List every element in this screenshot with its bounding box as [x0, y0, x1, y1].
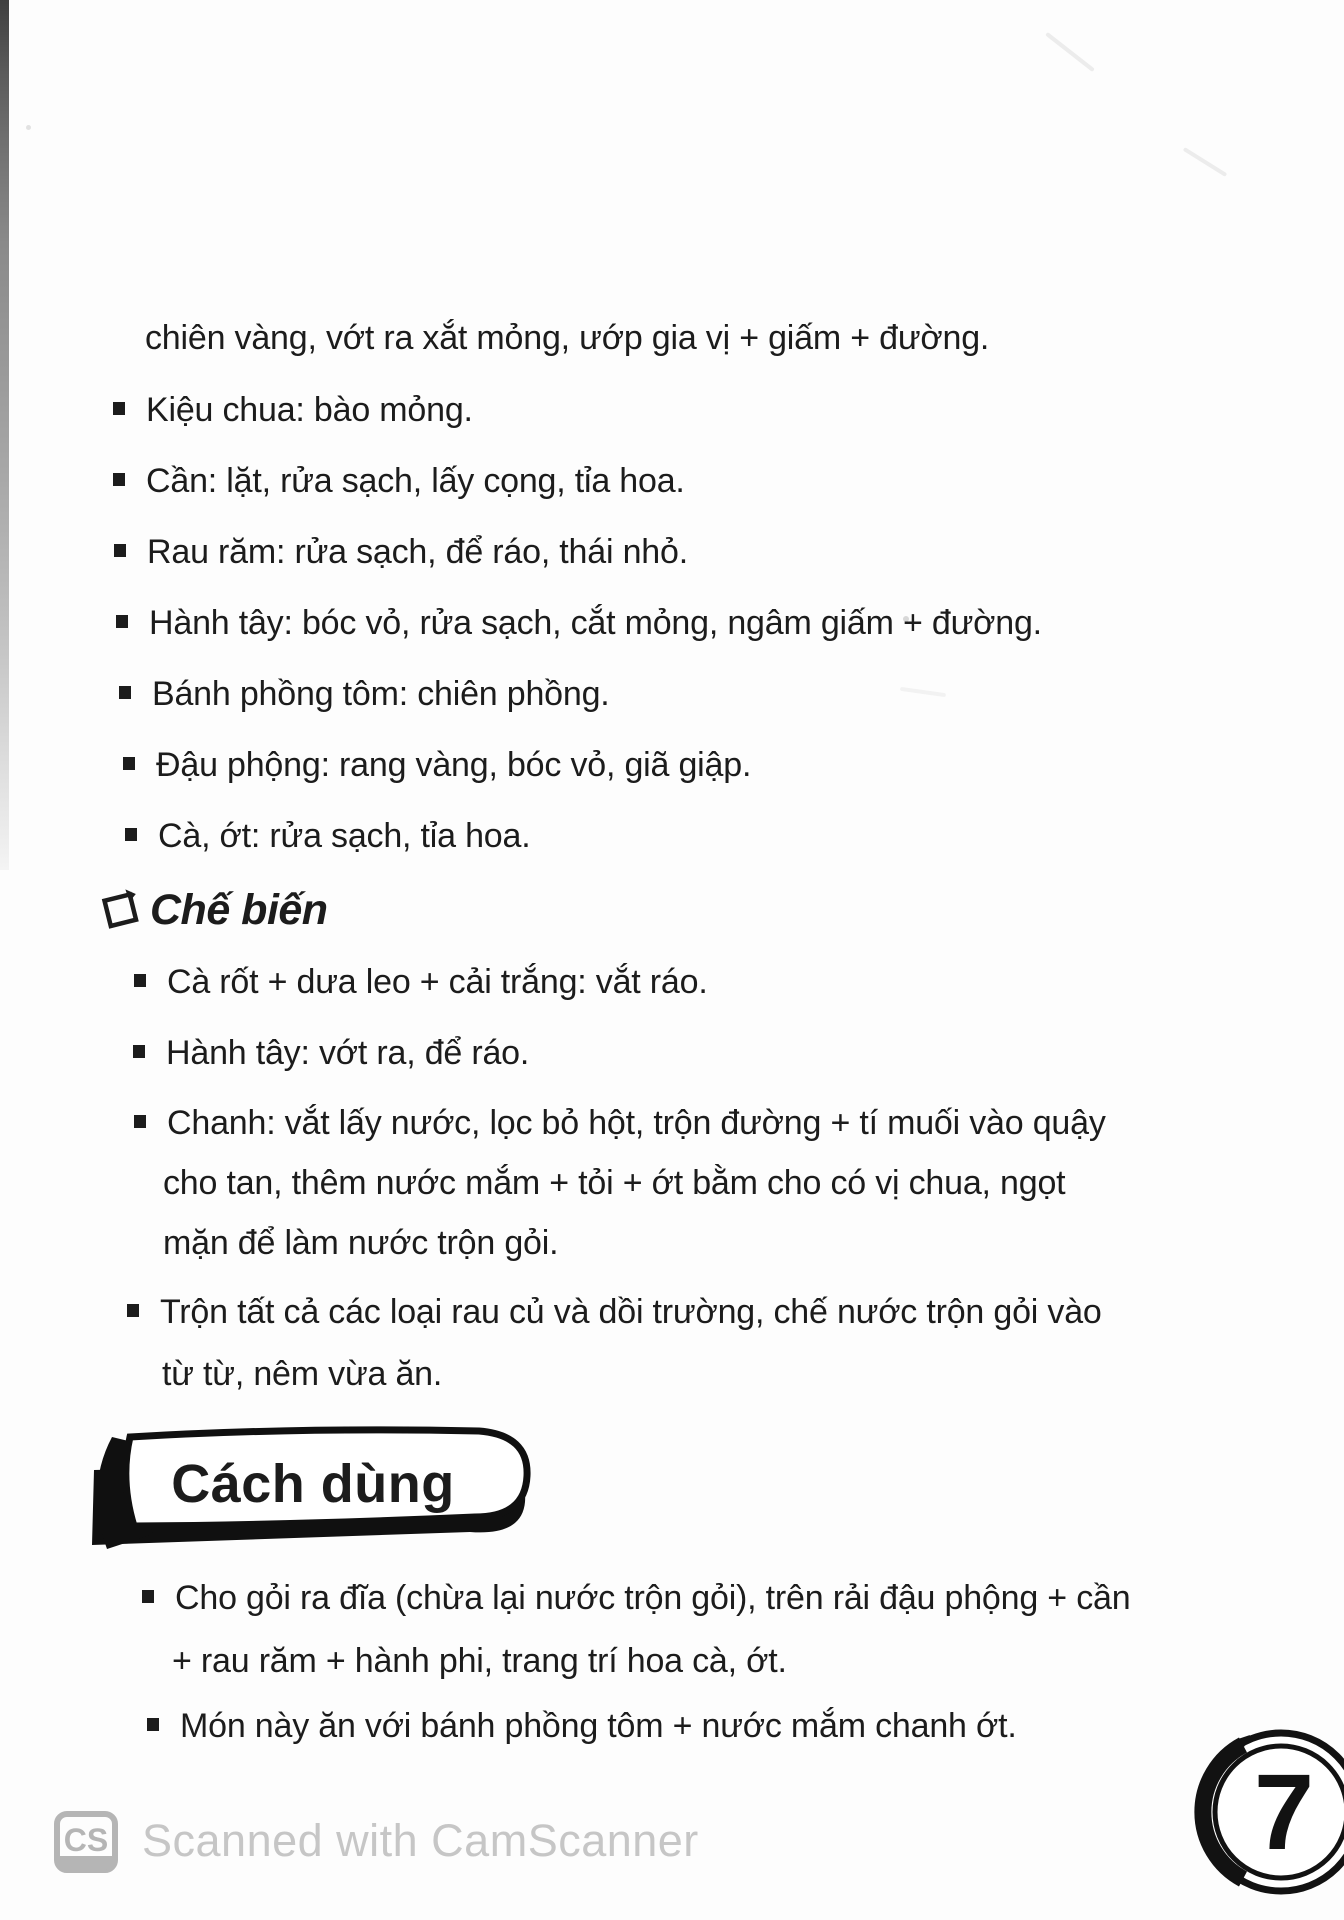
- scan-scratch: [1183, 147, 1228, 177]
- scan-speck: [26, 125, 31, 130]
- bullet-square-icon: [127, 1304, 139, 1317]
- bullet-square-icon: [114, 544, 126, 557]
- bullet-square-icon: [134, 974, 146, 987]
- process-item-text: mặn để làm nước trộn gỏi.: [163, 1224, 559, 1262]
- bullet-square-icon: [123, 757, 135, 770]
- process-item: [167, 962, 708, 1002]
- prep-item: [158, 816, 530, 856]
- usage-item-text: Cho gỏi ra đĩa (chừa lại nước trộn gỏi), trên rải đậu phộng + cần: [175, 1579, 1131, 1617]
- bullet-square-icon: [119, 686, 131, 699]
- bullet-square-icon: [125, 828, 137, 841]
- bullet-square-icon: [147, 1718, 159, 1731]
- process-item-continuation: [162, 1354, 442, 1394]
- camscanner-watermark-text: Scanned with CamScanner: [142, 1815, 699, 1866]
- process-item-text: cho tan, thêm nước mắm + tỏi + ớt bằm cho có vị chua, ngọt: [163, 1164, 1066, 1202]
- camscanner-logo-text: CS: [63, 1822, 109, 1858]
- scan-scratch: [900, 687, 946, 697]
- process-item: [166, 1033, 529, 1073]
- prep-item-text: Cà, ớt: rửa sạch, tỉa hoa.: [158, 817, 531, 855]
- prep-item-text: Rau răm: rửa sạch, để ráo, thái nhỏ.: [147, 533, 688, 571]
- prep-item-text: Cần: lặt, rửa sạch, lấy cọng, tỉa hoa.: [146, 462, 685, 500]
- prep-item: [147, 532, 688, 572]
- prep-item-text: Bánh phồng tôm: chiên phồng.: [152, 675, 610, 713]
- prep-item-text: Kiệu chua: bào mỏng.: [146, 391, 473, 429]
- scan-scratch: [1045, 32, 1095, 72]
- process-item-text: Cà rốt + dưa leo + cải trắng: vắt ráo.: [167, 963, 708, 1001]
- bullet-square-icon: [134, 1115, 146, 1128]
- usage-banner-label: [158, 1453, 468, 1515]
- prep-item: [146, 461, 685, 501]
- camscanner-watermark-label: [142, 1815, 699, 1867]
- page-number: 7: [1253, 1751, 1315, 1872]
- usage-banner-text: Cách dùng: [171, 1454, 455, 1514]
- page-number-medallion: [1186, 1717, 1344, 1907]
- section-heading-text: Chế biến: [150, 886, 328, 934]
- prep-item-text: Đậu phộng: rang vàng, bóc vỏ, giã giập.: [156, 746, 752, 784]
- usage-item-text: Món này ăn với bánh phồng tôm + nước mắm chanh ớt.: [180, 1707, 1017, 1745]
- usage-item: [180, 1706, 1017, 1746]
- section-heading-processing: [150, 886, 328, 935]
- process-item-text: Hành tây: vớt ra, để ráo.: [166, 1034, 530, 1072]
- bullet-square-icon: [133, 1045, 145, 1058]
- bullet-square-icon: [116, 615, 128, 628]
- prep-item: [149, 603, 1042, 643]
- process-item-continuation: [163, 1163, 1065, 1203]
- process-item-text: Chanh: vắt lấy nước, lọc bỏ hột, trộn đường + tí muối vào quậy: [167, 1104, 1106, 1142]
- process-item-text: Trộn tất cả các loại rau củ và dồi trường, chế nước trộn gỏi vào: [160, 1293, 1102, 1331]
- bullet-square-icon: [113, 402, 125, 415]
- intro-line-text: chiên vàng, vớt ra xắt mỏng, ướp gia vị + giấm + đường.: [145, 319, 990, 357]
- prep-item-text: Hành tây: bóc vỏ, rửa sạch, cắt mỏng, ngâm giấm + đường.: [149, 604, 1042, 642]
- scan-edge-shadow: [0, 0, 9, 870]
- process-item-continuation: [163, 1223, 558, 1263]
- camscanner-logo-icon: [54, 1811, 118, 1873]
- process-item: [167, 1103, 1106, 1143]
- section-marker-icon: [94, 882, 148, 936]
- usage-item-continuation: [172, 1641, 787, 1681]
- usage-item: [175, 1578, 1130, 1618]
- usage-item-text: + rau răm + hành phi, trang trí hoa cà, ớt.: [172, 1642, 787, 1680]
- intro-line: [145, 318, 989, 358]
- prep-item: [152, 674, 610, 714]
- prep-item: [146, 390, 473, 430]
- process-item: [160, 1292, 1102, 1332]
- bullet-square-icon: [142, 1590, 154, 1603]
- process-item-text: từ từ, nêm vừa ăn.: [162, 1355, 443, 1393]
- prep-item: [156, 745, 751, 785]
- bullet-square-icon: [113, 473, 125, 486]
